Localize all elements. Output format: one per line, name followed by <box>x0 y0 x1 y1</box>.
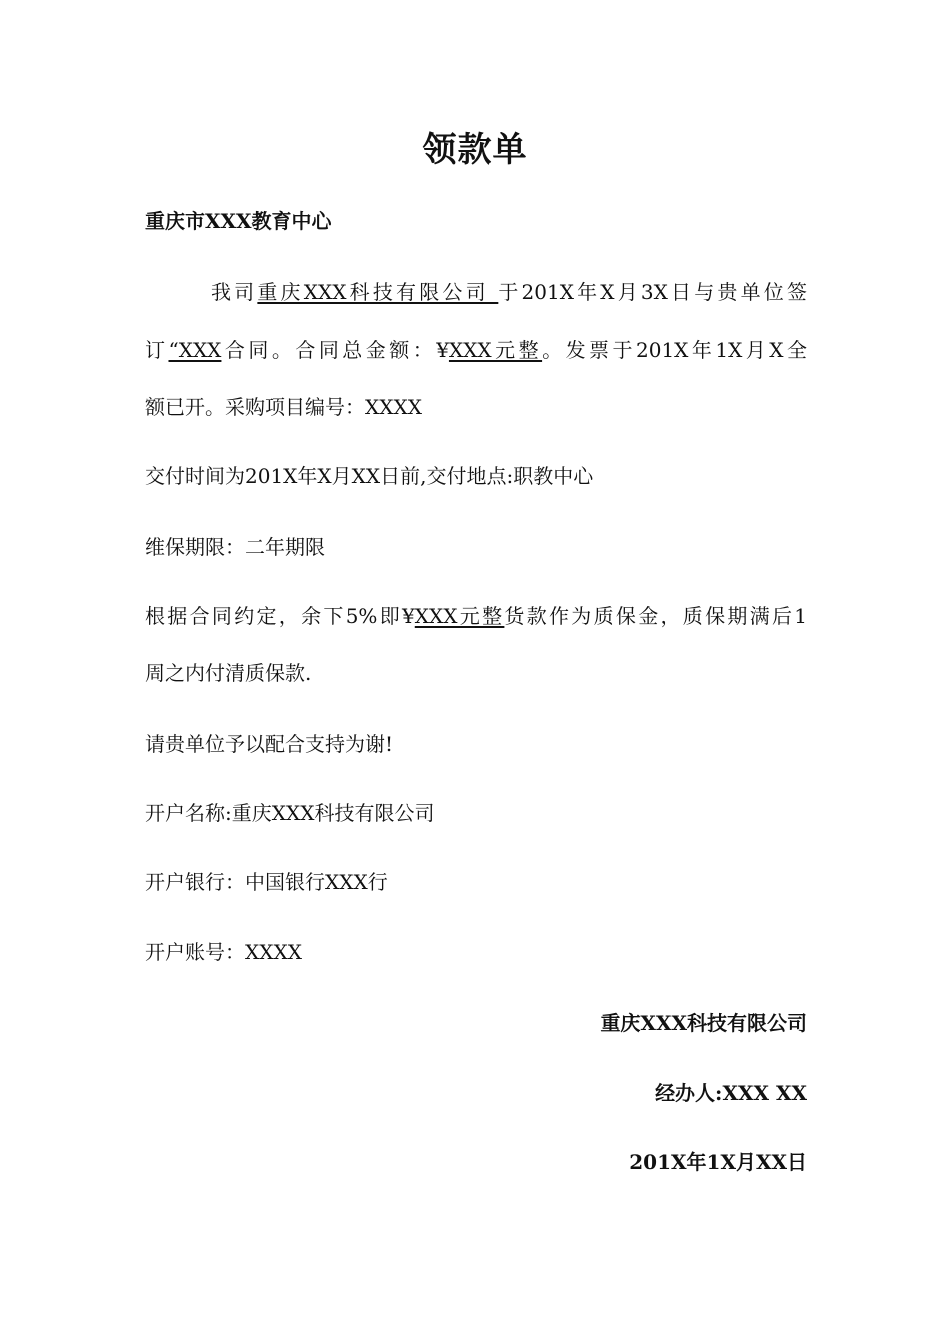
paragraph1-line1-prefix: 我司 <box>211 280 258 304</box>
contract-company: 重庆XXX科技有限公司 <box>257 280 499 304</box>
closing-text: 请贵单位予以配合支持为谢! <box>145 732 394 756</box>
warranty-info: 维保期限：二年期限 <box>145 535 325 559</box>
recipient: 重庆市XXX教育中心 <box>145 209 332 233</box>
signature-handler: 经办人:XXX XX <box>655 1081 807 1105</box>
signature-company: 重庆XXX科技有限公司 <box>600 1011 807 1035</box>
paragraph1-line2-prefix: 订 <box>145 338 169 362</box>
delivery-info: 交付时间为201X年X月XX日前,交付地点:职教中心 <box>145 464 594 488</box>
signature-date: 201X年1X月XX日 <box>629 1150 807 1174</box>
paragraph1-line1-suffix: 于201X年X月3X日与贵单位签 <box>498 280 807 304</box>
contract-name: “XXX <box>168 338 222 362</box>
paragraph1-line2-mid: 合同。合同总金额：¥ <box>221 338 449 362</box>
retention-amount: XXX元整 <box>414 604 505 628</box>
bank-name: 开户银行：中国银行XXX行 <box>145 870 388 894</box>
retention-line2: 周之内付清质保款. <box>145 661 312 685</box>
paragraph1-line1 <box>145 278 807 306</box>
paragraph1-line2-suffix: 。发票于201X年1X月X全 <box>542 338 807 362</box>
document-title: 领款单 <box>422 130 528 170</box>
retention-line1 <box>145 602 807 630</box>
paragraph1-line2 <box>145 336 807 364</box>
retention-line1-prefix: 根据合同约定，余下5%即¥ <box>145 604 415 628</box>
contract-amount: XXX元整 <box>448 338 543 362</box>
paragraph1-line3: 额已开。采购项目编号：XXXX <box>145 395 422 419</box>
account-number: 开户账号：XXXX <box>145 940 302 964</box>
account-name: 开户名称:重庆XXX科技有限公司 <box>145 801 435 825</box>
retention-line1-suffix: 货款作为质保金，质保期满后1 <box>504 604 808 628</box>
